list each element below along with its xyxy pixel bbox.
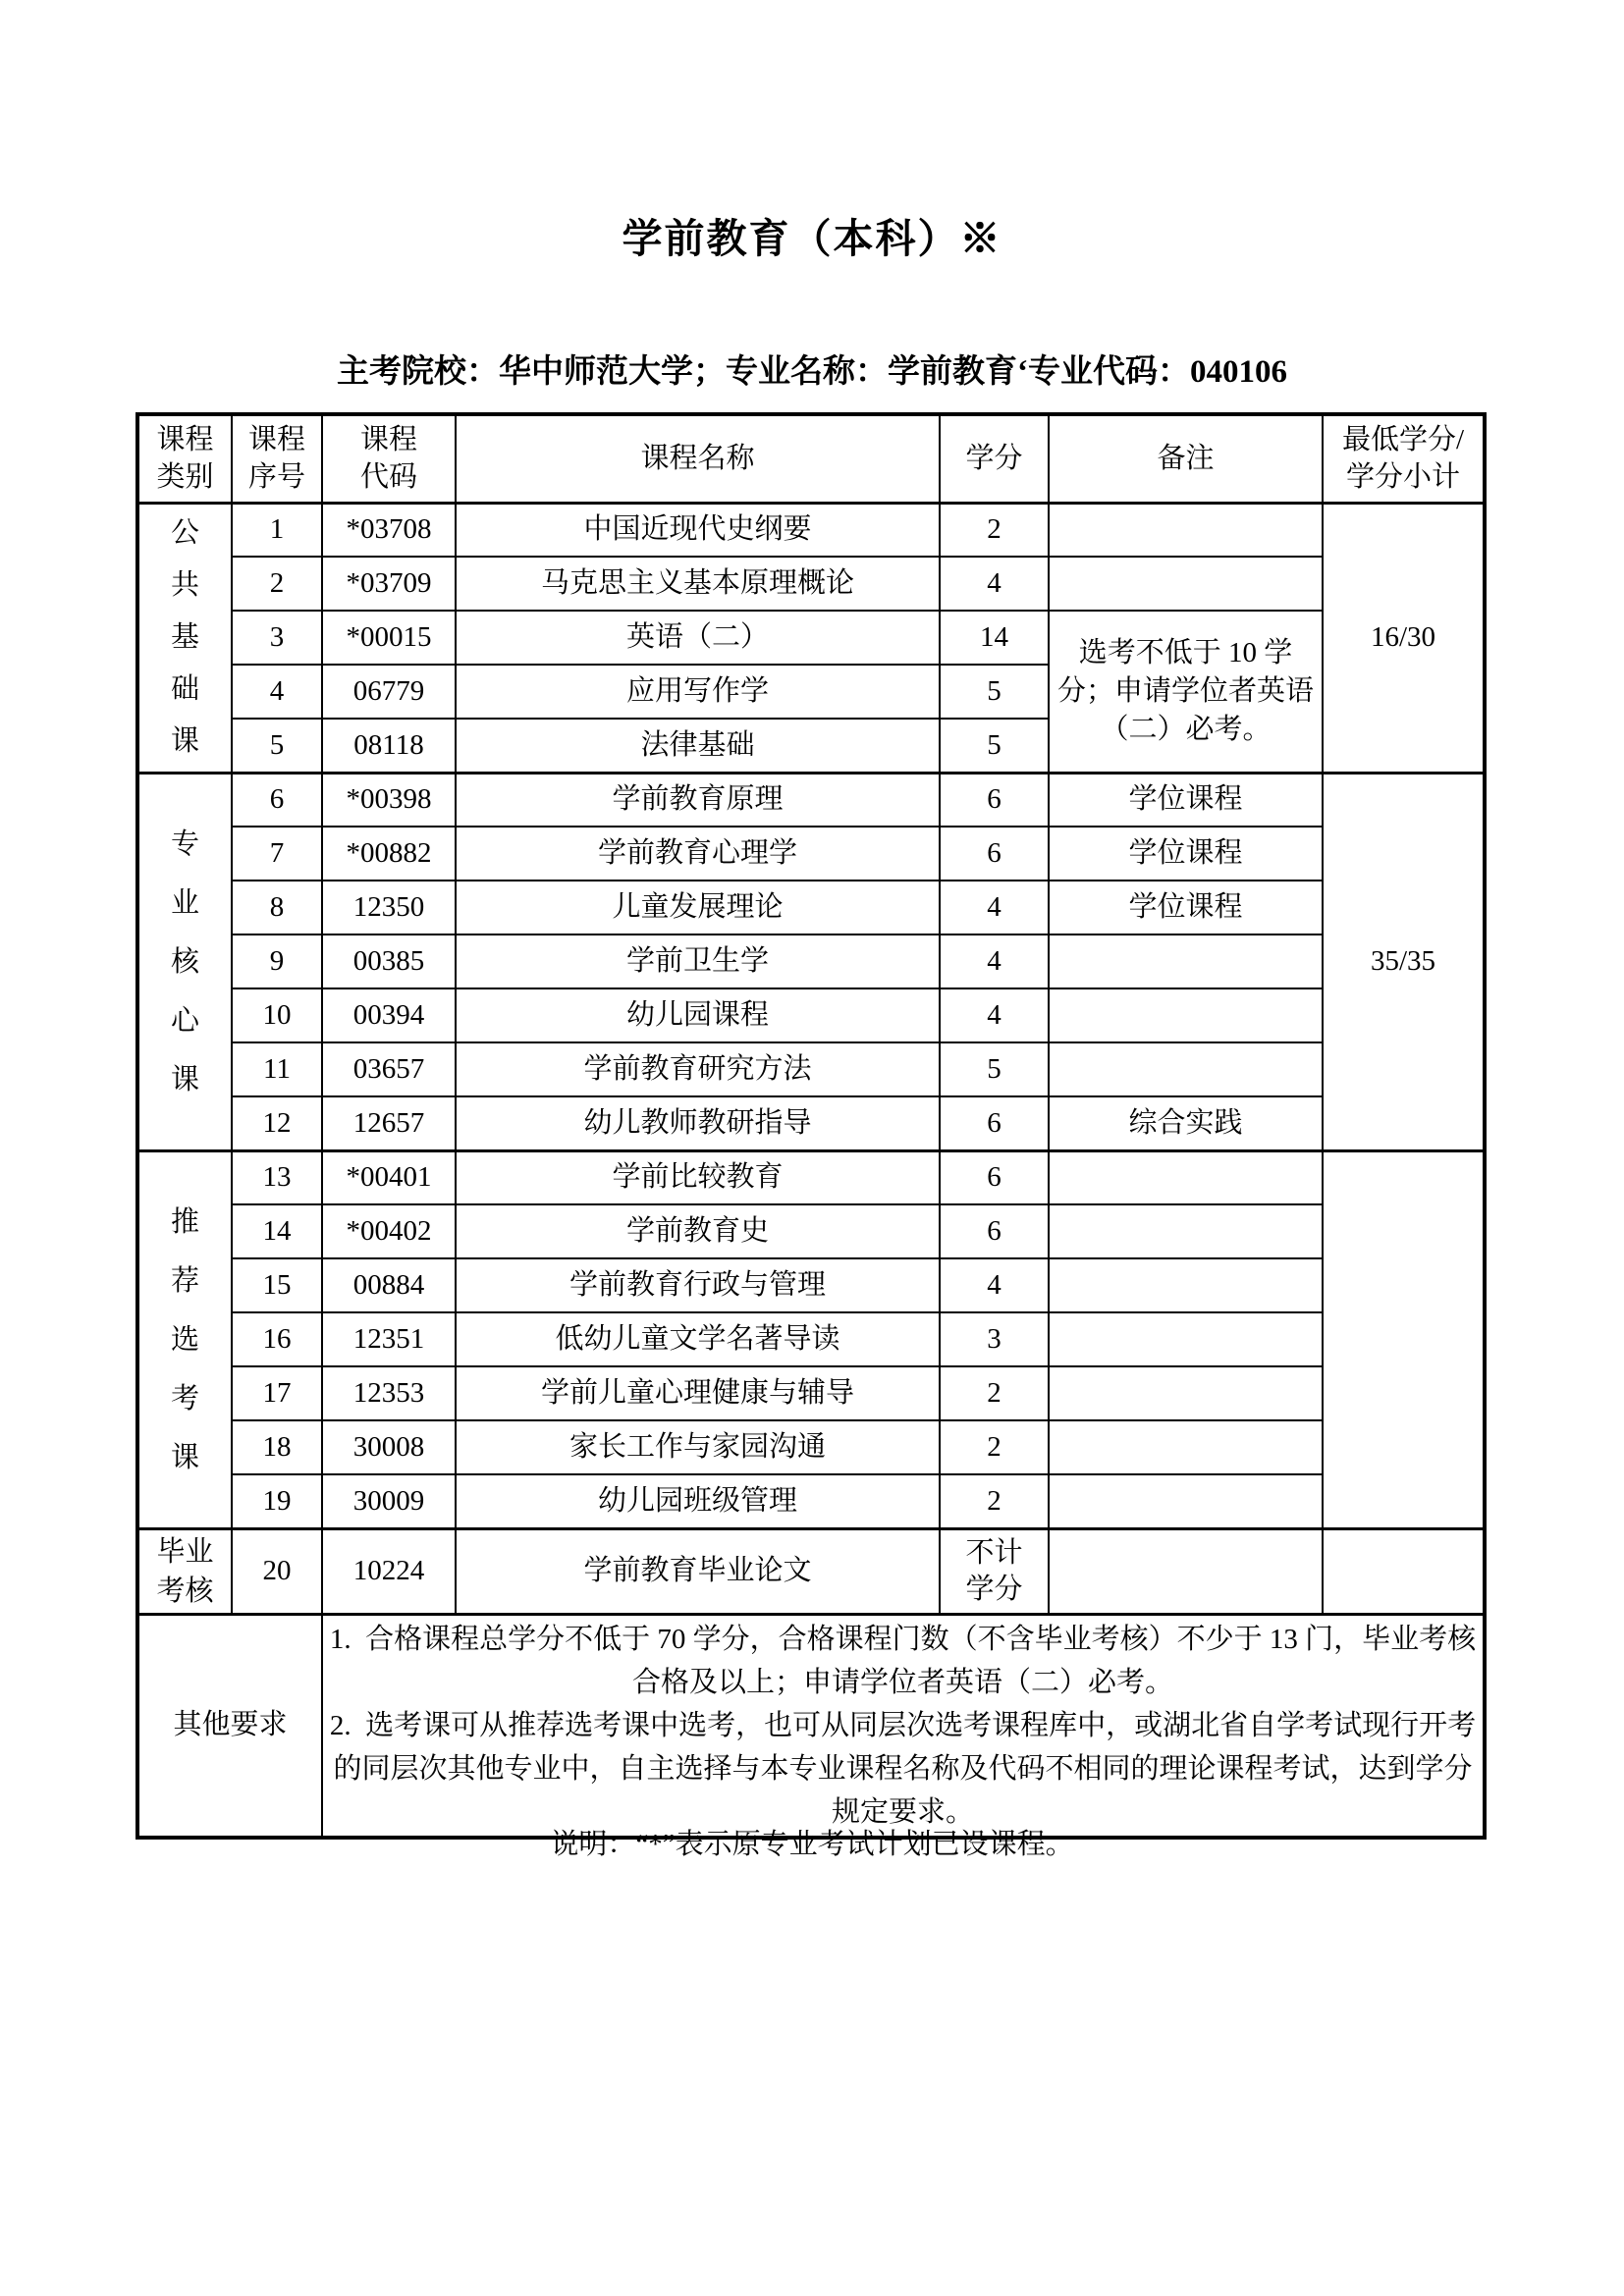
course-credits: 4	[940, 934, 1049, 988]
course-name: 学前卫生学	[456, 934, 940, 988]
course-seq: 12	[232, 1096, 322, 1150]
category-label: 推荐选考课	[170, 1205, 199, 1473]
course-code: 06779	[322, 665, 456, 719]
course-row	[137, 611, 1485, 665]
course-note-empty	[1049, 988, 1323, 1042]
course-credits-label: 不计学分	[965, 1536, 1023, 1605]
category-cell-public-basic	[137, 503, 232, 773]
course-credits: 5	[940, 665, 1049, 719]
course-note-empty	[1049, 1204, 1323, 1258]
course-credits: 5	[940, 719, 1049, 773]
header-subtotal-label: 最低学分/学分小计	[1341, 424, 1465, 494]
course-note-empty	[1049, 934, 1323, 988]
course-name: 幼儿园课程	[456, 988, 940, 1042]
category-cell-elective	[137, 1150, 232, 1528]
course-credits: 6	[940, 1096, 1049, 1150]
course-name: 幼儿园班级管理	[456, 1474, 940, 1528]
other-requirements-content	[322, 1614, 1485, 1838]
course-seq: 1	[232, 503, 322, 557]
course-seq: 10	[232, 988, 322, 1042]
course-credits: 6	[940, 827, 1049, 881]
course-credits: 4	[940, 1258, 1049, 1312]
course-note-merged: 选考不低于 10 学分；申请学位者英语（二）必考。	[1049, 611, 1323, 773]
course-credits	[940, 1528, 1049, 1614]
course-seq: 15	[232, 1258, 322, 1312]
course-name: 幼儿教师教研指导	[456, 1096, 940, 1150]
course-name: 学前教育行政与管理	[456, 1258, 940, 1312]
course-code: 00394	[322, 988, 456, 1042]
course-name: 英语（二）	[456, 611, 940, 665]
course-credits: 4	[940, 557, 1049, 611]
header-name: 课程名称	[456, 414, 940, 503]
category-cell-graduation	[137, 1528, 232, 1614]
course-seq: 11	[232, 1042, 322, 1096]
course-credits: 4	[940, 881, 1049, 934]
category-label: 毕业考核	[156, 1535, 214, 1607]
course-plan-table	[135, 412, 1487, 1840]
course-note-empty	[1049, 1528, 1323, 1614]
course-seq: 19	[232, 1474, 322, 1528]
course-seq: 14	[232, 1204, 322, 1258]
other-requirements-label: 其他要求	[137, 1614, 322, 1838]
course-seq: 7	[232, 827, 322, 881]
course-note: 学位课程	[1049, 881, 1323, 934]
course-credits: 2	[940, 1474, 1049, 1528]
course-name: 儿童发展理论	[456, 881, 940, 934]
requirement-item	[327, 1704, 1479, 1834]
header-code	[322, 414, 456, 503]
course-seq: 4	[232, 665, 322, 719]
subtotal-cell: 35/35	[1323, 773, 1485, 1150]
subtotal-cell-empty	[1323, 1150, 1485, 1528]
course-row	[137, 827, 1485, 881]
course-seq: 9	[232, 934, 322, 988]
course-note: 综合实践	[1049, 1096, 1323, 1150]
course-row	[137, 773, 1485, 827]
course-code: 12657	[322, 1096, 456, 1150]
course-row	[137, 1258, 1485, 1312]
course-code: 12351	[322, 1312, 456, 1366]
course-credits: 6	[940, 1150, 1049, 1204]
course-name: 学前儿童心理健康与辅导	[456, 1366, 940, 1420]
course-row	[137, 988, 1485, 1042]
course-code: 30008	[322, 1420, 456, 1474]
header-subtotal	[1323, 414, 1485, 503]
course-note-empty	[1049, 1420, 1323, 1474]
course-row	[137, 1312, 1485, 1366]
course-row	[137, 1204, 1485, 1258]
course-row	[137, 881, 1485, 934]
course-row	[137, 557, 1485, 611]
requirement-number: 1.	[329, 1623, 352, 1655]
header-note: 备注	[1049, 414, 1323, 503]
course-name: 学前教育史	[456, 1204, 940, 1258]
course-row	[137, 1474, 1485, 1528]
course-note-empty	[1049, 1150, 1323, 1204]
course-seq: 18	[232, 1420, 322, 1474]
header-credits: 学分	[940, 414, 1049, 503]
course-seq: 13	[232, 1150, 322, 1204]
course-code: 12353	[322, 1366, 456, 1420]
course-code: *00015	[322, 611, 456, 665]
page-subtitle: 主考院校：华中师范大学；专业名称：学前教育‘专业代码：040106	[337, 354, 1287, 390]
course-note: 学位课程	[1049, 773, 1323, 827]
course-note-empty	[1049, 1366, 1323, 1420]
course-seq: 16	[232, 1312, 322, 1366]
header-category	[137, 414, 232, 503]
header-row	[137, 414, 1485, 503]
course-note-empty	[1049, 1042, 1323, 1096]
header-seq-label: 课程序号	[247, 424, 305, 494]
course-name: 马克思主义基本原理概论	[456, 557, 940, 611]
requirement-number: 2.	[329, 1709, 352, 1741]
course-name: 学前教育毕业论文	[456, 1528, 940, 1614]
course-seq: 17	[232, 1366, 322, 1420]
course-credits: 14	[940, 611, 1049, 665]
header-category-label: 课程类别	[156, 424, 214, 494]
course-row	[137, 503, 1485, 557]
course-code: 08118	[322, 719, 456, 773]
category-label: 公共基础课	[170, 517, 199, 757]
requirement-text: 选考课可从推荐选考课中选考，也可从同层次选考课程库中，或湖北省自学考试现行开考的同层次其他专业中，自主选择与本专业课程名称及代码不相同的理论课程考试，达到学分规定要求。	[333, 1709, 1477, 1828]
category-label: 专业核心课	[170, 828, 199, 1095]
subtotal-cell: 16/30	[1323, 503, 1485, 773]
course-name: 应用写作学	[456, 665, 940, 719]
course-code: *00401	[322, 1150, 456, 1204]
course-code: 30009	[322, 1474, 456, 1528]
course-credits: 3	[940, 1312, 1049, 1366]
course-row	[137, 934, 1485, 988]
course-seq: 8	[232, 881, 322, 934]
course-note-empty	[1049, 1258, 1323, 1312]
course-row	[137, 1150, 1485, 1204]
course-note-empty	[1049, 557, 1323, 611]
course-seq: 5	[232, 719, 322, 773]
course-name: 法律基础	[456, 719, 940, 773]
course-code: 10224	[322, 1528, 456, 1614]
course-code: *00402	[322, 1204, 456, 1258]
course-credits: 4	[940, 988, 1049, 1042]
course-credits: 2	[940, 503, 1049, 557]
page-title: 学前教育（本科）※	[622, 216, 1002, 261]
course-code: *00882	[322, 827, 456, 881]
course-seq: 6	[232, 773, 322, 827]
header-seq	[232, 414, 322, 503]
course-name: 学前教育研究方法	[456, 1042, 940, 1096]
course-name: 低幼儿童文学名著导读	[456, 1312, 940, 1366]
course-credits: 6	[940, 773, 1049, 827]
course-row	[137, 1096, 1485, 1150]
course-code: *03709	[322, 557, 456, 611]
course-credits: 2	[940, 1420, 1049, 1474]
subtotal-cell-empty	[1323, 1528, 1485, 1614]
course-code: 03657	[322, 1042, 456, 1096]
course-code: *03708	[322, 503, 456, 557]
course-seq: 2	[232, 557, 322, 611]
course-note-empty	[1049, 1474, 1323, 1528]
course-note: 学位课程	[1049, 827, 1323, 881]
course-code: 00884	[322, 1258, 456, 1312]
category-cell-core	[137, 773, 232, 1150]
course-code: 12350	[322, 881, 456, 934]
header-code-label: 课程代码	[359, 424, 417, 494]
course-name: 家长工作与家园沟通	[456, 1420, 940, 1474]
course-name: 学前教育原理	[456, 773, 940, 827]
requirement-text: 合格课程总学分不低于 70 学分，合格课程门数（不含毕业考核）不少于 13 门，毕业考核合格及以上；申请学位者英语（二）必考。	[365, 1623, 1477, 1698]
course-note-empty	[1049, 503, 1323, 557]
course-credits: 5	[940, 1042, 1049, 1096]
course-row	[137, 1528, 1485, 1614]
course-name: 学前教育心理学	[456, 827, 940, 881]
footnote: 说明：“*”表示原专业考试计划已设课程。	[550, 1829, 1074, 1860]
course-note-empty	[1049, 1312, 1323, 1366]
course-row	[137, 1042, 1485, 1096]
course-code: 00385	[322, 934, 456, 988]
course-name: 中国近现代史纲要	[456, 503, 940, 557]
requirement-item	[327, 1618, 1479, 1704]
course-row	[137, 1366, 1485, 1420]
course-plan-table-wrapper	[135, 412, 1487, 1840]
course-code: *00398	[322, 773, 456, 827]
course-seq: 3	[232, 611, 322, 665]
other-requirements-row	[137, 1614, 1485, 1838]
course-credits: 2	[940, 1366, 1049, 1420]
course-seq: 20	[232, 1528, 322, 1614]
course-name: 学前比较教育	[456, 1150, 940, 1204]
course-row	[137, 1420, 1485, 1474]
course-credits: 6	[940, 1204, 1049, 1258]
